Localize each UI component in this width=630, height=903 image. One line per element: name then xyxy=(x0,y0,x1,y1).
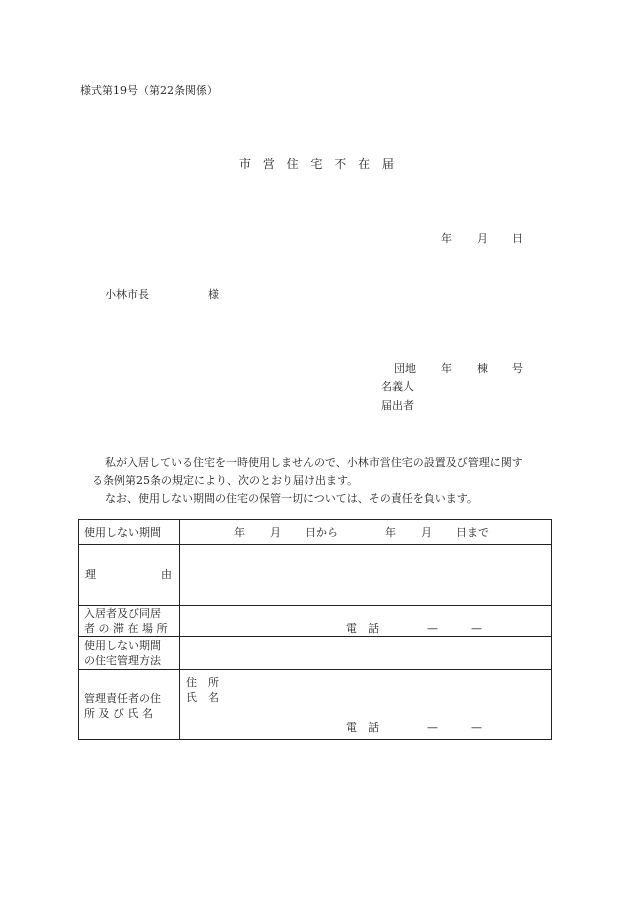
date-day: 日 xyxy=(512,232,523,245)
period-value-cell[interactable] xyxy=(180,520,552,545)
absence-form-table xyxy=(78,519,552,740)
manager-phone-label: 電 話 xyxy=(346,721,379,734)
manager-value-cell[interactable] xyxy=(180,670,552,740)
period-row xyxy=(79,520,552,545)
stay-label-line1: 入居者及び同居 xyxy=(84,607,161,620)
method-label-line1: 使用しない期間 xyxy=(84,639,161,652)
manager-label-line1: 管理責任者の住 xyxy=(84,692,161,705)
body-para2: なお、使用しない期間の住宅の保管一切については、その責任を負います。 xyxy=(105,492,478,505)
body-para1-line2: る条例第25条の規定により、次のとおり届け出ます。 xyxy=(92,474,359,487)
applicant-number: 号 xyxy=(512,362,523,375)
stay-row xyxy=(79,606,552,637)
from-month: 月 xyxy=(270,526,281,539)
method-label-cell xyxy=(79,637,180,670)
body-para1-line1: 私が入居している住宅を一時使用しませんので、小林市営住宅の設置及び管理に関す xyxy=(105,456,523,469)
to-day: 日まで xyxy=(456,526,489,539)
applicant-complex: 団地 xyxy=(394,362,416,375)
from-year: 年 xyxy=(234,526,245,539)
reason-label-cell xyxy=(79,545,180,606)
manager-phone-sep: — — xyxy=(427,721,482,734)
period-label-cell xyxy=(79,520,180,545)
period-label: 使用しない期間 xyxy=(84,526,161,539)
date-year: 年 xyxy=(441,232,452,245)
from-day: 日から xyxy=(305,526,338,539)
method-label-line2: の住宅管理方法 xyxy=(84,654,161,667)
page-title: 市 営 住 宅 不 在 届 xyxy=(239,157,398,171)
addressee-honorific: 様 xyxy=(208,288,219,301)
manager-label-line2: 所 及 び 氏 名 xyxy=(84,707,153,720)
to-month: 月 xyxy=(421,526,432,539)
date-month: 月 xyxy=(477,232,488,245)
holder-label: 名義人 xyxy=(381,380,414,393)
reason-value-cell[interactable] xyxy=(180,545,552,606)
applicant-building: 棟 xyxy=(477,362,488,375)
stay-label-line2: 者 の 滞 在 場 所 xyxy=(84,622,168,635)
addressee-name: 小林市長 xyxy=(105,288,149,301)
manager-label-cell xyxy=(79,670,180,740)
applicant-year: 年 xyxy=(441,362,452,375)
stay-phone-sep: — — xyxy=(427,622,482,635)
to-year: 年 xyxy=(385,526,396,539)
reason-row xyxy=(79,545,552,606)
form-number: 様式第19号（第22条関係） xyxy=(80,84,218,97)
method-value-cell[interactable] xyxy=(180,637,552,670)
manager-address-label: 住 所 xyxy=(186,676,219,689)
reason-label-b: 由 xyxy=(161,568,172,581)
method-row xyxy=(79,637,552,670)
submitter-label: 届出者 xyxy=(381,399,414,412)
stay-phone-label: 電 話 xyxy=(346,622,379,635)
manager-name-label: 氏 名 xyxy=(186,691,219,704)
stay-label-cell xyxy=(79,606,180,637)
reason-label-a: 理 xyxy=(85,568,96,581)
stay-value-cell[interactable] xyxy=(180,606,552,637)
manager-row xyxy=(79,670,552,740)
